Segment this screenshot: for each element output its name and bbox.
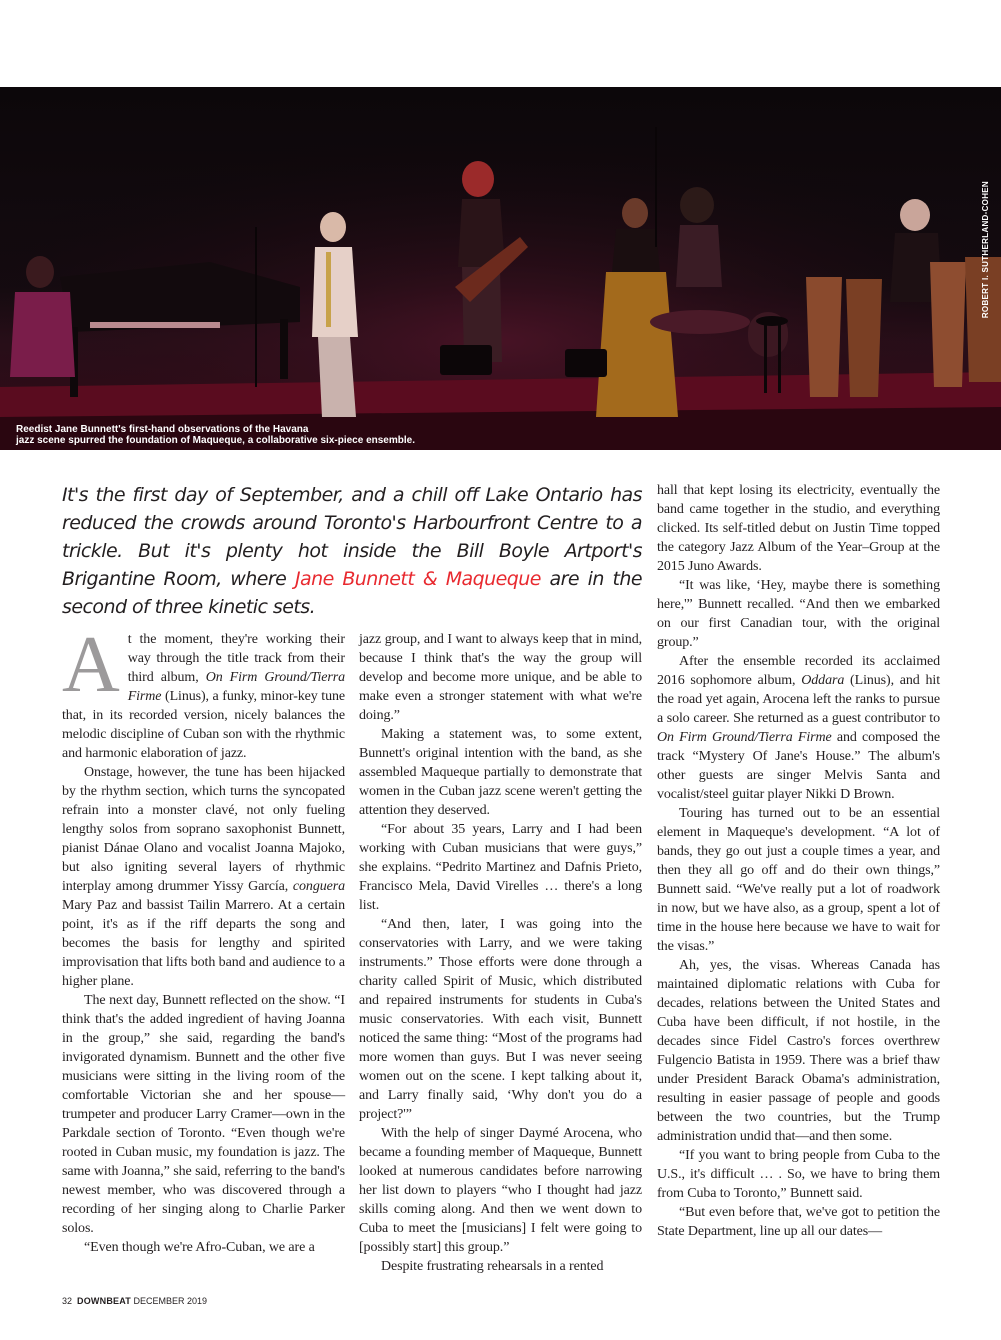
paragraph: Despite frustrating rehearsals in a rented (381, 1259, 604, 1274)
photo-credit: ROBERT I. SUTHERLAND-COHEN (981, 181, 990, 319)
paragraph: Ah, yes, the visas. Whereas Canada has maintained diplomatic relations with Cuba for decades, relations between the United States and Cuba have been difficult, if not hostile, in the decades since Fidel Castro's forces overthrew Fulgencio Batista in 1959. There was a brief thaw under President Barack Obama's administration, resulting in easier passage of people and goods between the two countries, but the Trump administration undid that—and then some. (657, 958, 940, 1144)
paragraph: hall that kept losing its electricity, eventually the band came together in the studio, and everything clicked. Its self-titled debut on Justin Time topped the category Jazz Album of the Year–Group at the 2015 Juno Awards. (657, 483, 940, 574)
paragraph: At the moment, they're working their way through the title track from their third album, On Firm Ground/Tierra Firme (Linus), a funky, minor-key tune that, in its recorded version, nicely balances the melodic discipline of Cuban son with the rhythmic and harmonic elaboration of jazz. (62, 621, 345, 761)
concert-photo (0, 87, 1001, 450)
paragraph: Touring has turned out to be an essential element in Maqueque's development. “A lot of bands, they go out just a couple times a year, and then they all go off and do their own things,” Bunnett said. “We've really put a lot of roadwork in now, but we have also, as a group, spent a lot of time in the house here because we have to wait for the visas.” (657, 806, 940, 954)
article-column-2 (359, 630, 642, 1276)
paragraph: “If you want to bring people from Cuba to the U.S., it's difficult … . So, we have to bring them from Cuba to Toronto,” Bunnett said. (657, 1148, 940, 1201)
photo-caption-line-2: jazz scene spurred the foundation of Maqueque, a collaborative six-piece ensemble. (16, 435, 415, 446)
photo-caption-line-1: Reedist Jane Bunnett's first-hand observations of the Havana (16, 424, 309, 435)
magazine-name: DOWNBEAT (77, 1296, 131, 1306)
article-column-3 (657, 481, 940, 1241)
paragraph: “But even before that, we've got to petition the State Department, line up all our dates— (657, 1205, 940, 1239)
page-footer (62, 1296, 207, 1306)
paragraph: Onstage, however, the tune has been hijacked by the rhythm section, which turns the syncopated refrain into a monster clavé, not only fueling lengthy solos from soprano saxophonist Bunnett, pianist Dánae Olano and vocalist Joanna Majoko, but also igniting several layers of rhythmic interplay among drummer Yissy García, conguera Mary Paz and bassist Tailin Marrero. At a certain point, it's as if the riff departs the song and becomes the basis for lengthy and spirited improvisation that lifts both band and audience to a higher plane. (62, 765, 345, 989)
deck-text-before: It's the first day of September, and a chill off Lake Ontario has reduced the crowds around Toronto's Harbourfront Centre to a trickle. But it's plenty hot inside the Bill Boyle Artport's Brigantine Room, where (62, 484, 642, 590)
paragraph: After the ensemble recorded its acclaimed 2016 sophomore album, Oddara (Linus), and hit the road yet again, Arocena left the ranks to pursue a solo career. She returned as a guest contributor to On Firm Ground/Tierra Firme and composed the track “Mystery Of Jane's House.” The album's other guests are singer Melvis Santa and vocalist/steel guitar player Nikki D Brown. (657, 654, 940, 802)
stage-illustration (0, 87, 1001, 450)
deck-highlight: Jane Bunnett & Maqueque (294, 568, 541, 590)
paragraph: “Even though we're Afro-Cuban, we are a (84, 1240, 315, 1255)
paragraph: “And then, later, I was going into the conservatories with Larry, and we were taking instruments.” Those efforts were done through a charity called Spirit of Music, which distributed and repaired instruments for students in Cuba's music conservatories. With each visit, Bunnett noticed the same thing: “Most of the programs had more women than guys. But I was never seeing women out on the scene. I kept talking about it, and Larry finally said, ‘Why don't you do a project?'” (359, 917, 642, 1122)
article-column-1 (62, 621, 345, 1257)
paragraph: “It was like, ‘Hey, maybe there is something here,'” Bunnett recalled. “And then we embarked on our first Canadian tour, with the original group.” (657, 578, 940, 650)
paragraph: Making a statement was, to some extent, Bunnett's original intention with the band, as she assembled Maqueque partially to demonstrate that women in the Cuban jazz scene weren't getting the attention they deserved. (359, 727, 642, 818)
paragraph: “For about 35 years, Larry and I had been working with Cuban musicians that were guys,” she explains. “Pedrito Martinez and Dafnis Prieto, Francisco Mela, David Virelles … there's a long list. (359, 822, 642, 913)
issue-date: DECEMBER 2019 (133, 1296, 208, 1306)
article-deck (62, 481, 642, 621)
deck-text-after: are in the second of three kinetic sets. (62, 568, 643, 618)
photo-caption (16, 424, 476, 446)
drop-cap: A (62, 621, 120, 709)
paragraph: With the help of singer Daymé Arocena, who became a founding member of Maqueque, Bunnett looked at numerous candidates before narrowing her list down to players “who I thought had jazz skills coming along. And then we went down to Cuba to meet the [musicians] I felt were going to [possibly start] this group.” (359, 1126, 642, 1255)
paragraph: The next day, Bunnett reflected on the show. “I think that's the added ingredient of having Joanna in the group,” she said, regarding the band's invigorated dynamism. Bunnett and the other five musicians were sitting in the living room of the comfortable Victorian she and her spouse—trumpeter and producer Larry Cramer—own in the Parkdale section of Toronto. “Even though we're rooted in Cuban music, my foundation is jazz. The same with Joanna,” she said, referring to the band's newest member, who was discovered through a recording of her singing along to Charlie Parker solos. (62, 993, 345, 1236)
page-number: 32 (62, 1296, 73, 1306)
paragraph: jazz group, and I want to always keep that in mind, because I think that's the way the group will develop and become more unique, and be able to make even a stronger statement with what we're doing.” (359, 632, 642, 723)
